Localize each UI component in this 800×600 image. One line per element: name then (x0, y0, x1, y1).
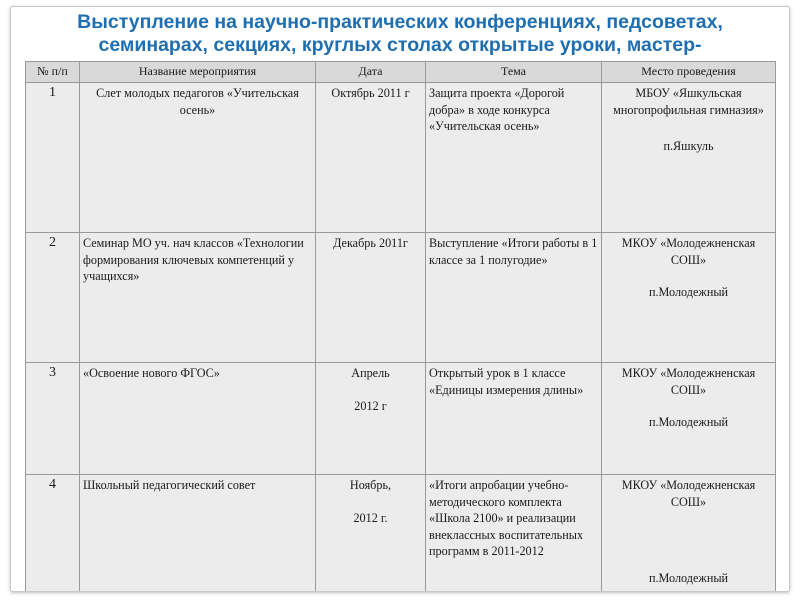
header-event-name: Название мероприятия (80, 62, 316, 83)
event-name: Слет молодых педагогов «Учительская осень» (80, 83, 316, 233)
place-organization: МКОУ «Молодежненская СОШ» (621, 366, 756, 397)
slide-title-line1: Выступление на научно-практических конференциях, педсоветах, (77, 11, 723, 33)
event-theme: Выступление «Итоги работы в 1 классе за 1 полугодие» (426, 233, 602, 363)
table-row (26, 233, 776, 363)
place-town: п.Молодежный (648, 285, 729, 299)
header-place: Место проведения (602, 62, 776, 83)
slide-title (11, 11, 789, 57)
event-theme: Открытый урок в 1 классе «Единицы измерения длины» (426, 363, 602, 475)
event-date-month: Ноябрь, (349, 478, 392, 492)
slide (10, 6, 790, 592)
event-place (602, 233, 776, 363)
event-date (316, 363, 426, 475)
event-date: Декабрь 2011г (316, 233, 426, 363)
event-place (602, 83, 776, 233)
table-header-row (26, 62, 776, 83)
place-town: п.Яшкуль (663, 139, 714, 153)
slide-title-line2: семинарах, секциях, круглых столах открытые уроки, мастер- (98, 34, 702, 56)
event-place (602, 363, 776, 475)
row-number: 2 (26, 233, 80, 363)
event-date (316, 475, 426, 593)
event-theme: Защита проекта «Дорогой добра» в ходе конкурса «Учительская осень» (426, 83, 602, 233)
events-table (25, 61, 776, 592)
place-organization: МБОУ «Яшкульская многопрофильная гимназия» (613, 86, 764, 117)
events-table-container (25, 61, 775, 592)
place-town: п.Молодежный (648, 415, 729, 429)
event-place (602, 475, 776, 593)
event-date-year: 2012 г. (353, 510, 388, 525)
place-organization: МКОУ «Молодежненская СОШ» (621, 478, 756, 509)
header-date: Дата (316, 62, 426, 83)
event-date-year: 2012 г (354, 398, 387, 413)
event-date: Октябрь 2011 г (316, 83, 426, 233)
event-date-month: Апрель (351, 366, 390, 380)
event-name: Школьный педагогический совет (80, 475, 316, 593)
table-row (26, 363, 776, 475)
row-number: 4 (26, 475, 80, 593)
place-town: п.Молодежный (648, 571, 729, 585)
event-name: «Освоение нового ФГОС» (80, 363, 316, 475)
header-number: № п/п (26, 62, 80, 83)
row-number: 1 (26, 83, 80, 233)
event-name: Семинар МО уч. нач классов «Технологии формирования ключевых компетенций у учащихся» (80, 233, 316, 363)
table-row (26, 83, 776, 233)
place-organization: МКОУ «Молодежненская СОШ» (621, 236, 756, 267)
header-theme: Тема (426, 62, 602, 83)
table-row (26, 475, 776, 593)
event-theme: «Итоги апробации учебно-методического комплекта «Школа 2100» и реализации внеклассных воспитательных программ в 2011-2012 (426, 475, 602, 593)
row-number: 3 (26, 363, 80, 475)
